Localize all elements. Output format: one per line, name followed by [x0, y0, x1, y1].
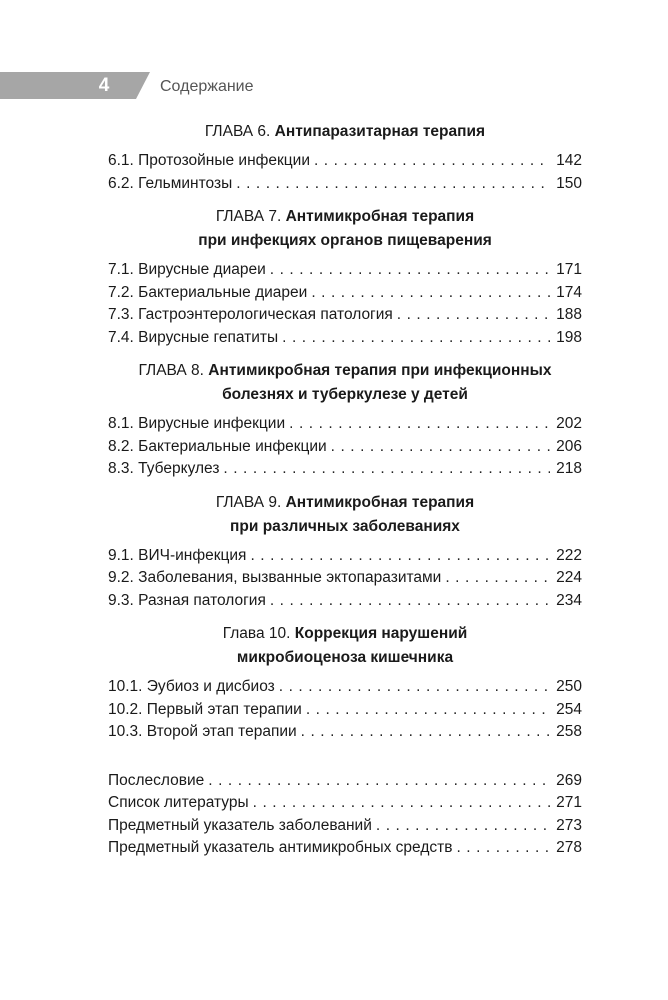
toc-entry-label: 9.2. Заболевания, вызванные эктопаразитами [108, 569, 442, 586]
toc-leader-dots [445, 567, 550, 590]
toc-entry-label: Послесловие [108, 771, 205, 789]
toc-leader-dots [376, 815, 550, 838]
toc-entry-page: 174 [556, 283, 582, 301]
toc-entry-label: Предметный указатель антимикробных средств [108, 839, 453, 856]
chapter-heading-line [108, 515, 582, 539]
chapter-title: Антимикробная терапия [285, 208, 475, 225]
toc-leader-dots [331, 436, 550, 459]
chapter-title: Антимикробная терапия [285, 493, 475, 511]
toc-entry-label: 10.1. Эубиоз и дисбиоз [108, 678, 275, 695]
toc-leader-dots [456, 837, 550, 860]
toc-entry-label: 7.1. Вирусные диареи [108, 261, 266, 278]
chapter-section [108, 205, 582, 349]
toc-entry[interactable] [108, 815, 582, 838]
chapter-prefix: ГЛАВА 6. [204, 123, 271, 140]
toc-entry-page: 269 [556, 771, 582, 789]
toc-entry-page: 273 [556, 816, 582, 834]
toc-entry-page: 278 [556, 839, 582, 856]
toc-entry-label: 8.1. Вирусные инфекции [108, 415, 286, 432]
chapter-prefix: Глава 10. [222, 625, 291, 642]
chapter-title: болезнях и туберкулезе у детей [222, 386, 468, 403]
toc-entry-label: 6.1. Протозойные инфекции [108, 152, 310, 169]
toc-entry-page: 188 [556, 306, 582, 323]
toc-entry-label: 6.2. Гельминтозы [108, 174, 233, 192]
chapter-section [108, 622, 582, 744]
toc-entry-page: 271 [556, 794, 582, 811]
chapter-heading-line [108, 383, 582, 407]
chapter-heading-line [108, 359, 582, 383]
chapter-title: Антимикробная терапия при инфекционных [208, 362, 552, 379]
toc-entry-label: 10.2. Первый этап терапии [108, 700, 302, 718]
chapter-heading[interactable] [108, 120, 582, 144]
toc-leader-dots [311, 282, 550, 305]
toc-entry-page: 171 [556, 261, 582, 278]
chapter-heading[interactable] [108, 491, 582, 539]
toc-entry[interactable] [108, 304, 582, 327]
toc-entry[interactable] [108, 436, 582, 459]
header-band [0, 72, 150, 99]
backmatter-list [108, 770, 582, 860]
toc-entry[interactable] [108, 676, 582, 699]
chapter-heading[interactable] [108, 205, 582, 253]
chapter-list [108, 120, 582, 744]
toc-entry[interactable] [108, 545, 582, 568]
toc-entry[interactable] [108, 173, 582, 196]
toc-entry-page: 254 [556, 700, 582, 718]
chapter-section [108, 491, 582, 613]
chapter-heading-line [108, 491, 582, 515]
toc-entry-page: 250 [556, 678, 582, 695]
toc-entry-page: 142 [556, 152, 582, 169]
toc-entry-page: 206 [556, 437, 582, 455]
toc-entry[interactable] [108, 770, 582, 793]
chapter-section [108, 359, 582, 481]
toc-leader-dots [279, 676, 550, 699]
toc-entry-label: 10.3. Второй этап терапии [108, 723, 297, 740]
chapter-heading-line [108, 120, 582, 144]
toc-entry-page: 202 [556, 415, 582, 432]
toc-entry-page: 150 [556, 174, 582, 192]
toc-entry-label: 8.3. Туберкулез [108, 460, 220, 477]
toc-entry[interactable] [108, 413, 582, 436]
toc-entry[interactable] [108, 150, 582, 173]
chapter-prefix: ГЛАВА 7. [215, 208, 282, 225]
toc-entry[interactable] [108, 792, 582, 815]
toc-entry-page: 258 [556, 723, 582, 740]
toc-entry[interactable] [108, 837, 582, 860]
toc-leader-dots [314, 150, 550, 173]
toc-entry-page: 222 [556, 546, 582, 564]
toc-entry[interactable] [108, 721, 582, 744]
toc-entry[interactable] [108, 567, 582, 590]
chapter-title: микробиоценоза кишечника [236, 649, 454, 666]
toc-entry[interactable] [108, 458, 582, 481]
chapter-heading-line [108, 205, 582, 229]
chapter-title: Антипаразитарная терапия [274, 123, 486, 140]
toc-entry-label: 7.3. Гастроэнтерологическая патология [108, 306, 393, 323]
toc-entry[interactable] [108, 259, 582, 282]
toc-entry[interactable] [108, 282, 582, 305]
toc-entry-label: 7.4. Вирусные гепатиты [108, 328, 279, 346]
chapter-title: при инфекциях органов пищеварения [198, 232, 492, 249]
chapter-prefix: ГЛАВА 8. [138, 362, 204, 379]
table-of-contents [108, 120, 582, 860]
toc-leader-dots [270, 259, 550, 282]
toc-leader-dots [253, 792, 550, 815]
toc-leader-dots [282, 327, 550, 350]
toc-entry-page: 198 [556, 328, 582, 346]
chapter-heading[interactable] [108, 622, 582, 670]
toc-entry-page: 224 [556, 569, 582, 586]
toc-entry[interactable] [108, 590, 582, 613]
chapter-heading-line [108, 646, 582, 670]
chapter-title: при различных заболеваниях [230, 517, 460, 535]
toc-entry[interactable] [108, 699, 582, 722]
toc-entry-label: 8.2. Бактериальные инфекции [108, 437, 327, 455]
toc-leader-dots [270, 590, 550, 613]
toc-leader-dots [236, 173, 550, 196]
toc-leader-dots [397, 304, 550, 327]
toc-entry-label: Предметный указатель заболеваний [108, 816, 372, 834]
chapter-heading-line [108, 622, 582, 646]
page-number: 4 [98, 75, 110, 96]
toc-entry-label: 9.3. Разная патология [108, 591, 266, 609]
chapter-title: Коррекция нарушений [294, 625, 468, 642]
toc-entry-label: Список литературы [108, 794, 249, 811]
toc-leader-dots [306, 699, 550, 722]
chapter-heading[interactable] [108, 359, 582, 407]
toc-leader-dots [301, 721, 550, 744]
toc-leader-dots [289, 413, 550, 436]
toc-leader-dots [250, 545, 550, 568]
chapter-prefix: ГЛАВА 9. [215, 493, 282, 511]
toc-entry-page: 218 [556, 460, 582, 477]
running-title: Содержание [160, 78, 254, 95]
toc-entry-label: 9.1. ВИЧ-инфекция [108, 546, 247, 564]
toc-leader-dots [208, 770, 550, 793]
toc-leader-dots [223, 458, 550, 481]
chapter-heading-line [108, 229, 582, 253]
chapter-section [108, 120, 582, 195]
toc-entry[interactable] [108, 327, 582, 350]
toc-entry-label: 7.2. Бактериальные диареи [108, 283, 308, 301]
toc-entry-page: 234 [556, 591, 582, 609]
